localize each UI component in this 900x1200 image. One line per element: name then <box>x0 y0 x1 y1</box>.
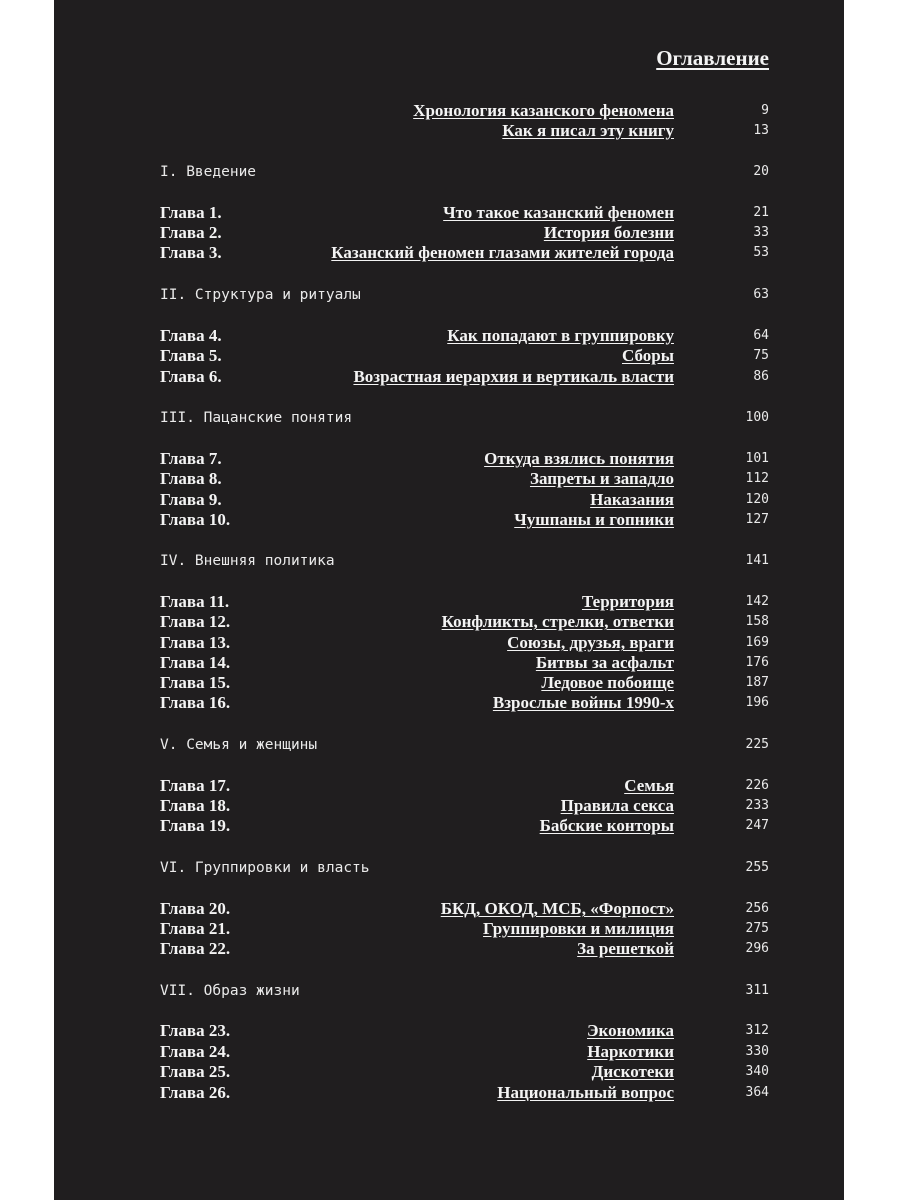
chapter-label: Глава 24. <box>160 1042 231 1061</box>
chapter-title[interactable]: Семья <box>624 776 674 795</box>
page-number: 256 <box>745 901 769 916</box>
page-number: 20 <box>753 164 769 179</box>
page-number: 64 <box>753 328 769 343</box>
chapter-label: Глава 7. <box>160 449 222 468</box>
page-number: 364 <box>745 1085 769 1100</box>
chapter-label: Глава 18. <box>160 796 231 815</box>
page-number: 296 <box>745 941 769 956</box>
section-title[interactable]: IV. Внешняя политика <box>160 553 335 569</box>
page-number: 86 <box>753 369 769 384</box>
toc-intro-entry[interactable] <box>54 100 844 122</box>
page-number: 226 <box>745 778 769 793</box>
chapter-label: Глава 16. <box>160 693 231 712</box>
section-heading[interactable] <box>54 980 844 1002</box>
chapter-label: Глава 15. <box>160 673 231 692</box>
chapter-entry[interactable] <box>54 1041 844 1063</box>
book-page <box>54 0 844 1200</box>
page-number: 255 <box>745 860 769 875</box>
section-title[interactable]: II. Структура и ритуалы <box>160 287 361 303</box>
chapter-title[interactable]: Что такое казанский феномен <box>443 203 674 222</box>
page-number: 21 <box>753 205 769 220</box>
chapter-entry[interactable] <box>54 672 844 694</box>
chapter-entry[interactable] <box>54 1020 844 1042</box>
page-number: 112 <box>745 471 769 486</box>
chapter-title[interactable]: Ледовое побоище <box>541 673 674 692</box>
chapter-entry[interactable] <box>54 795 844 817</box>
page-number: 141 <box>745 553 769 568</box>
chapter-entry[interactable] <box>54 448 844 470</box>
chapter-label: Глава 26. <box>160 1083 231 1102</box>
section-title[interactable]: VI. Группировки и власть <box>160 860 370 876</box>
chapter-entry[interactable] <box>54 489 844 511</box>
chapter-title[interactable]: Наказания <box>590 490 674 509</box>
page-number: 340 <box>745 1064 769 1079</box>
chapter-title[interactable]: Сборы <box>622 346 674 365</box>
toc-intro-entry[interactable] <box>54 120 844 142</box>
section-title[interactable]: VII. Образ жизни <box>160 983 300 999</box>
chapter-title[interactable]: Казанский феномен глазами жителей города <box>331 243 674 262</box>
chapter-entry[interactable] <box>54 325 844 347</box>
page-number: 247 <box>745 818 769 833</box>
page-number: 233 <box>745 798 769 813</box>
chapter-title[interactable]: БКД, ОКОД, МСБ, «Форпост» <box>440 899 674 918</box>
chapter-label: Глава 6. <box>160 367 222 386</box>
chapter-title[interactable]: Бабские конторы <box>539 816 674 835</box>
chapter-label: Глава 17. <box>160 776 231 795</box>
chapter-title[interactable]: Взрослые войны 1990-х <box>492 693 674 712</box>
chapter-label: Глава 11. <box>160 592 230 611</box>
chapter-label: Глава 19. <box>160 816 231 835</box>
toc-entries <box>54 0 844 1200</box>
chapter-title[interactable]: Наркотики <box>587 1042 674 1061</box>
chapter-label: Глава 8. <box>160 469 222 488</box>
chapter-entry[interactable] <box>54 366 844 388</box>
chapter-entry[interactable] <box>54 918 844 940</box>
page-number: 75 <box>753 348 769 363</box>
page-number: 13 <box>753 123 769 138</box>
chapter-entry[interactable] <box>54 632 844 654</box>
chapter-title[interactable]: История болезни <box>543 223 674 242</box>
chapter-label: Глава 2. <box>160 223 222 242</box>
chapter-entry[interactable] <box>54 692 844 714</box>
page-number: 9 <box>761 103 769 118</box>
page-number: 176 <box>745 655 769 670</box>
page-number: 158 <box>745 614 769 629</box>
chapter-title[interactable]: Возрастная иерархия и вертикаль власти <box>353 367 674 386</box>
chapter-title[interactable]: Конфликты, стрелки, ответки <box>441 612 674 631</box>
chapter-label: Глава 4. <box>160 326 222 345</box>
chapter-title[interactable]: Национальный вопрос <box>497 1083 674 1102</box>
section-heading[interactable] <box>54 734 844 756</box>
page-number: 100 <box>745 410 769 425</box>
chapter-title[interactable]: Группировки и милиция <box>483 919 674 938</box>
page-number: 169 <box>745 635 769 650</box>
section-heading[interactable] <box>54 550 844 572</box>
chapter-title[interactable]: Как попадают в группировку <box>447 326 674 345</box>
section-title[interactable]: I. Введение <box>160 164 257 180</box>
chapter-label: Глава 5. <box>160 346 222 365</box>
section-heading[interactable] <box>54 161 844 183</box>
page-number: 225 <box>745 737 769 752</box>
chapter-title[interactable]: Чушпаны и гопники <box>514 510 674 529</box>
entry-title[interactable]: Как я писал эту книгу <box>502 121 674 140</box>
chapter-label: Глава 3. <box>160 243 222 262</box>
chapter-entry[interactable] <box>54 815 844 837</box>
entry-title[interactable]: Хронология казанского феномена <box>413 101 674 120</box>
toc-heading: Оглавление <box>656 46 769 70</box>
chapter-entry[interactable] <box>54 509 844 531</box>
chapter-entry[interactable] <box>54 591 844 613</box>
chapter-title[interactable]: Откуда взялись понятия <box>484 449 674 468</box>
chapter-entry[interactable] <box>54 468 844 490</box>
section-heading[interactable] <box>54 407 844 429</box>
chapter-entry[interactable] <box>54 242 844 264</box>
chapter-label: Глава 21. <box>160 919 231 938</box>
chapter-entry[interactable] <box>54 652 844 674</box>
chapter-title[interactable]: Запреты и западло <box>529 469 674 488</box>
chapter-entry[interactable] <box>54 345 844 367</box>
chapter-label: Глава 23. <box>160 1021 231 1040</box>
page-number: 53 <box>753 245 769 260</box>
page-number: 33 <box>753 225 769 240</box>
page-number: 63 <box>753 287 769 302</box>
page-number: 142 <box>745 594 769 609</box>
chapter-label: Глава 25. <box>160 1062 231 1081</box>
chapter-label: Глава 22. <box>160 939 231 958</box>
page-number: 196 <box>745 695 769 710</box>
chapter-entry[interactable] <box>54 202 844 224</box>
section-heading[interactable] <box>54 284 844 306</box>
chapter-entry[interactable] <box>54 1061 844 1083</box>
page-number: 275 <box>745 921 769 936</box>
page-number: 311 <box>745 983 769 998</box>
section-title[interactable]: V. Семья и женщины <box>160 737 318 753</box>
page-number: 312 <box>745 1023 769 1038</box>
page-number: 101 <box>745 451 769 466</box>
page-number: 330 <box>745 1044 769 1059</box>
chapter-title[interactable]: Битвы за асфальт <box>535 653 674 672</box>
chapter-label: Глава 12. <box>160 612 231 631</box>
chapter-title[interactable]: Территория <box>581 592 674 611</box>
chapter-entry[interactable] <box>54 222 844 244</box>
chapter-entry[interactable] <box>54 1082 844 1104</box>
chapter-label: Глава 10. <box>160 510 231 529</box>
chapter-entry[interactable] <box>54 775 844 797</box>
page-number: 187 <box>745 675 769 690</box>
chapter-label: Глава 9. <box>160 490 222 509</box>
chapter-entry[interactable] <box>54 611 844 633</box>
chapter-title[interactable]: Союзы, друзья, враги <box>507 633 674 652</box>
page-number: 127 <box>745 512 769 527</box>
section-title[interactable]: III. Пацанские понятия <box>160 410 353 426</box>
chapter-label: Глава 1. <box>160 203 222 222</box>
chapter-label: Глава 14. <box>160 653 231 672</box>
chapter-title[interactable]: Дискотеки <box>591 1062 674 1081</box>
page-number: 120 <box>745 492 769 507</box>
chapter-label: Глава 20. <box>160 899 231 918</box>
chapter-title[interactable]: Экономика <box>587 1021 674 1040</box>
chapter-label: Глава 13. <box>160 633 231 652</box>
chapter-entry[interactable] <box>54 898 844 920</box>
chapter-title[interactable]: За решеткой <box>577 939 674 958</box>
chapter-title[interactable]: Правила секса <box>560 796 674 815</box>
section-heading[interactable] <box>54 857 844 879</box>
chapter-entry[interactable] <box>54 938 844 960</box>
